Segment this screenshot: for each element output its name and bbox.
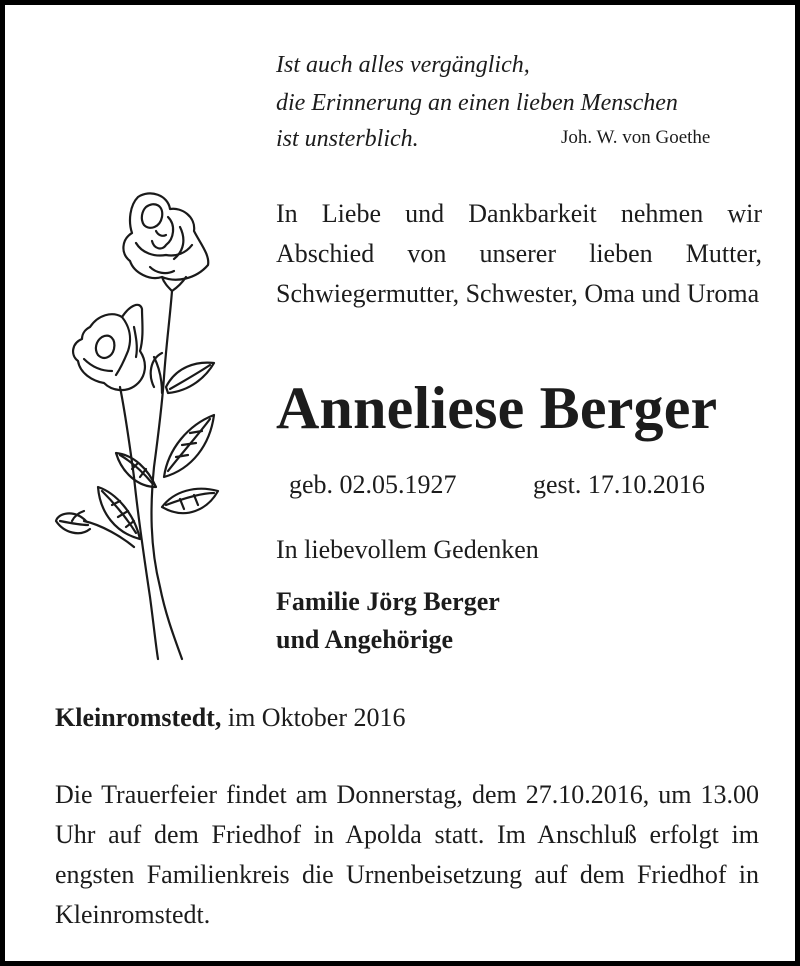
quote-line-2: die Erinnerung an einen lieben Menschen xyxy=(276,90,678,116)
rose-icon xyxy=(50,187,220,663)
family-line-1: Familie Jörg Berger xyxy=(276,587,500,616)
quote-line-1: Ist auch alles vergänglich, xyxy=(276,52,530,78)
place-name: Kleinromstedt, xyxy=(55,703,222,732)
family-line-2: und Angehörige xyxy=(276,625,453,654)
intro-text: In Liebe und Dankbarkeit nehmen wir Abschied von unserer lieben Mutter, Schwiegermutter, Schwester, Oma und Uroma xyxy=(276,199,762,308)
birth-date: geb. 02.05.1927 xyxy=(289,470,457,499)
service-info: Die Trauerfeier findet am Donnerstag, dem 27.10.2016, um 13.00 Uhr auf dem Friedhof in Apolda statt. Im Anschluß erfolgt im engsten Familienkreis die Urnenbeisetzung auf dem Friedhof in Kleinromstedt. xyxy=(55,780,759,929)
quote-line-3: ist unsterblich. xyxy=(276,126,419,152)
quote-author: Joh. W. von Goethe xyxy=(561,127,711,148)
memory-line: In liebevollem Gedenken xyxy=(276,535,539,564)
death-date: gest. 17.10.2016 xyxy=(533,470,705,499)
date-text: im Oktober 2016 xyxy=(227,703,406,732)
deceased-name: Anneliese Berger xyxy=(276,375,718,441)
place-date xyxy=(55,703,406,733)
